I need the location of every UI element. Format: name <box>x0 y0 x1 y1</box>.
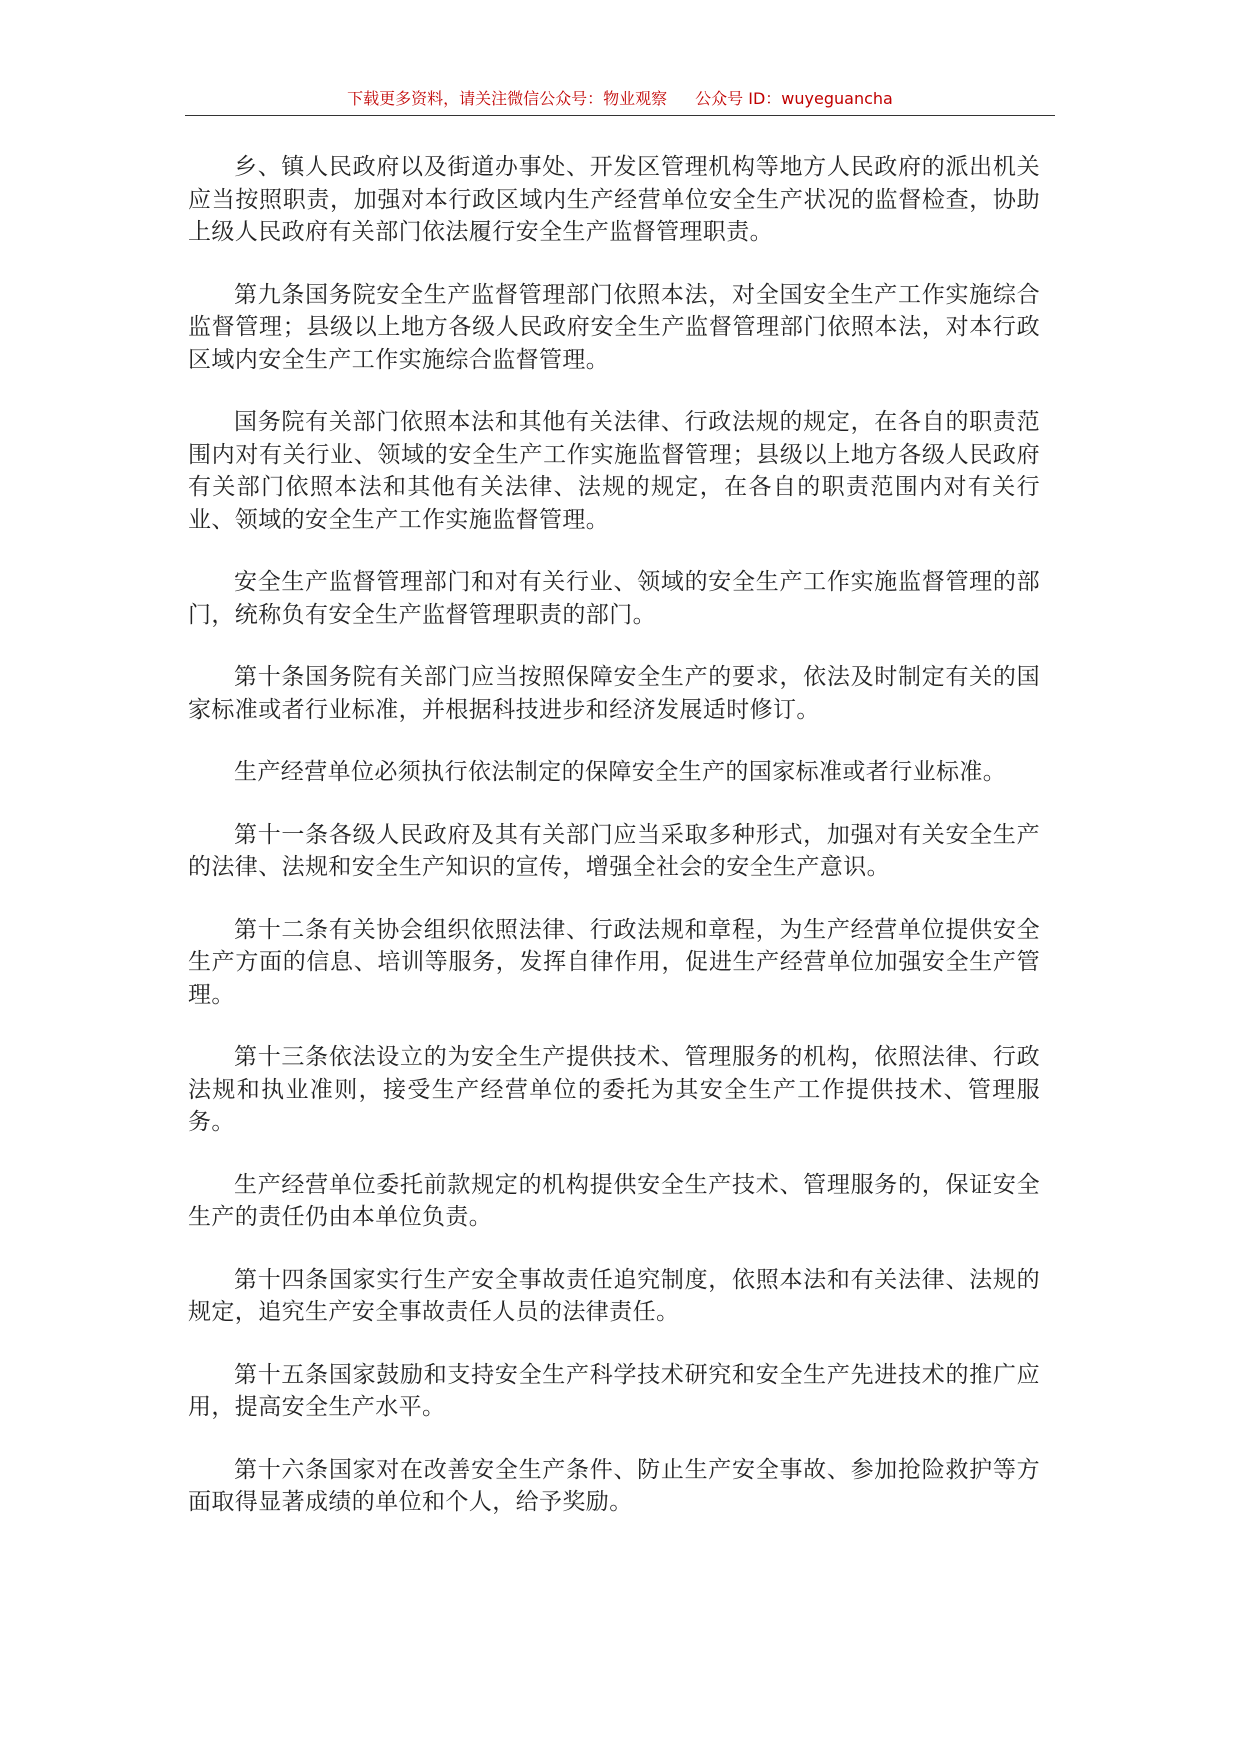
page-header <box>185 88 1055 110</box>
paragraph: 第十二条有关协会组织依照法律、行政法规和章程，为生产经营单位提供安全生产方面的信息、培训等服务，发挥自律作用，促进生产经营单位加强安全生产管理。 <box>188 916 1040 1008</box>
paragraph: 安全生产监督管理部门和对有关行业、领域的安全生产工作实施监督管理的部门，统称负有安全生产监督管理职责的部门。 <box>188 569 1040 628</box>
paragraph: 第十一条各级人民政府及其有关部门应当采取多种形式，加强对有关安全生产的法律、法规和安全生产知识的宣传，增强全社会的安全生产意识。 <box>188 821 1040 880</box>
paragraph: 第十六条国家对在改善安全生产条件、防止生产安全事故、参加抢险救护等方面取得显著成绩的单位和个人，给予奖励。 <box>188 1456 1040 1515</box>
header-wechat-notice: 下载更多资料，请关注微信公众号：物业观察 <box>347 89 668 108</box>
paragraph: 第十条国务院有关部门应当按照保障安全生产的要求，依法及时制定有关的国家标准或者行业标准，并根据科技进步和经济发展适时修订。 <box>188 664 1040 723</box>
paragraph: 生产经营单位委托前款规定的机构提供安全生产技术、管理服务的，保证安全生产的责任仍由本单位负责。 <box>188 1171 1040 1230</box>
header-divider <box>185 115 1055 116</box>
document-body <box>188 151 1040 1549</box>
header-account-id: 公众号 ID：wuyeguancha <box>695 89 893 108</box>
paragraph: 国务院有关部门依照本法和其他有关法律、行政法规的规定，在各自的职责范围内对有关行业、领域的安全生产工作实施监督管理；县级以上地方各级人民政府有关部门依照本法和其他有关法律、法规的规定，在各自的职责范围内对有关行业、领域的安全生产工作实施监督管理。 <box>188 409 1040 533</box>
paragraph: 第十三条依法设立的为安全生产提供技术、管理服务的机构，依照法律、行政法规和执业准则，接受生产经营单位的委托为其安全生产工作提供技术、管理服务。 <box>188 1044 1040 1135</box>
paragraph: 第十五条国家鼓励和支持安全生产科学技术研究和安全生产先进技术的推广应用，提高安全生产水平。 <box>188 1361 1040 1420</box>
paragraph: 生产经营单位必须执行依法制定的保障安全生产的国家标准或者行业标准。 <box>234 759 1007 785</box>
paragraph: 乡、镇人民政府以及街道办事处、开发区管理机构等地方人民政府的派出机关应当按照职责，加强对本行政区域内生产经营单位安全生产状况的监督检查，协助上级人民政府有关部门依法履行安全生产监督管理职责。 <box>188 154 1040 245</box>
paragraph: 第十四条国家实行生产安全事故责任追究制度，依照本法和有关法律、法规的规定，追究生产安全事故责任人员的法律责任。 <box>188 1266 1040 1325</box>
paragraph: 第九条国务院安全生产监督管理部门依照本法，对全国安全生产工作实施综合监督管理；县级以上地方各级人民政府安全生产监督管理部门依照本法，对本行政区域内安全生产工作实施综合监督管理。 <box>188 281 1040 373</box>
